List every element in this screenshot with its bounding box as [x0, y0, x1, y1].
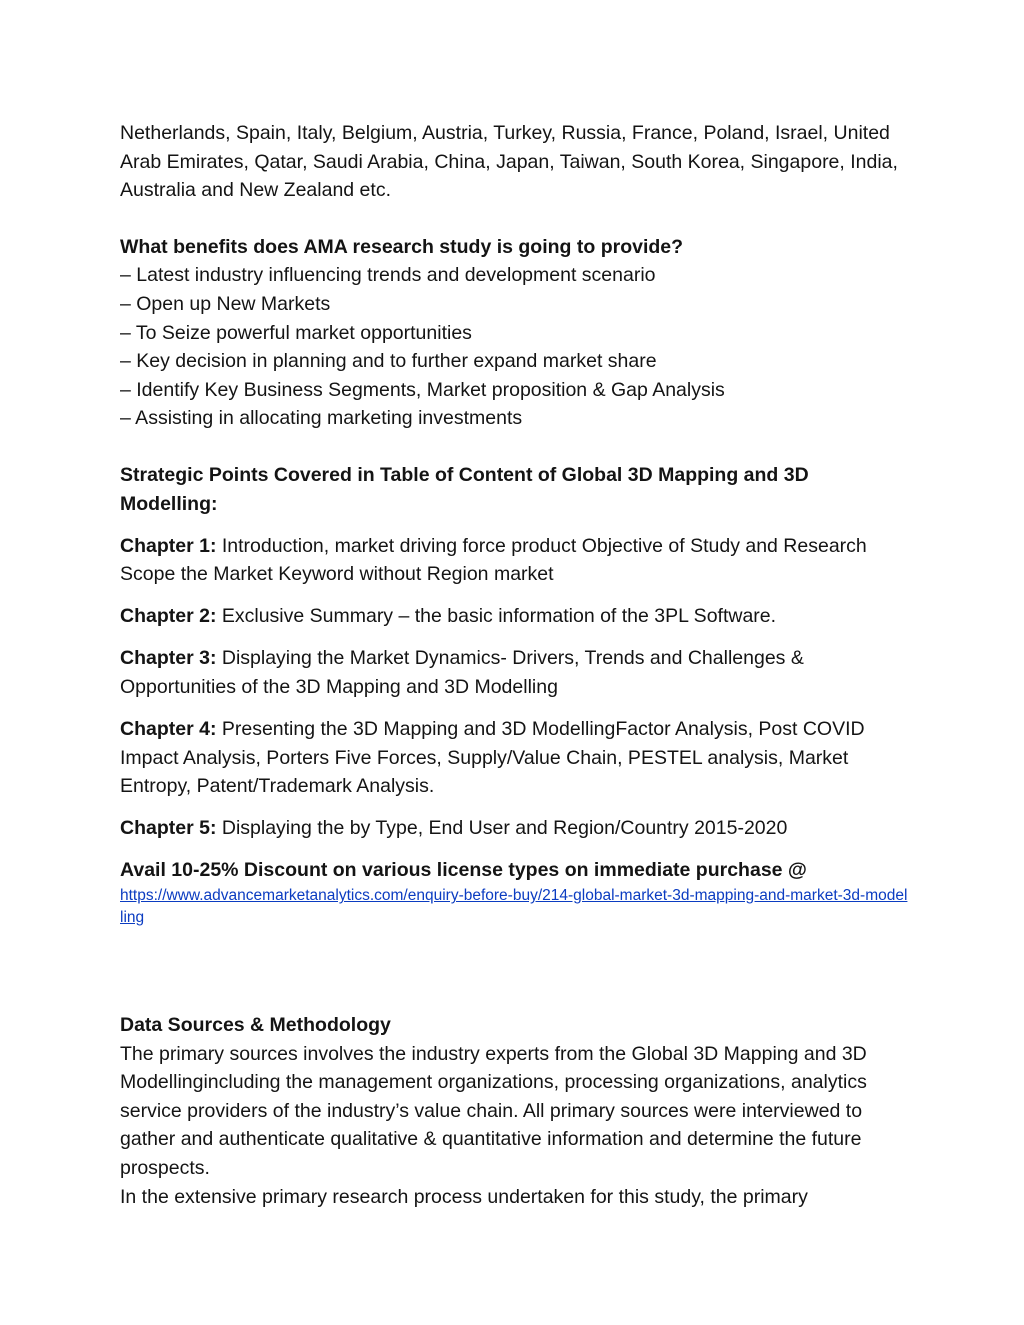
benefits-heading: What benefits does AMA research study is going to provide?	[120, 235, 684, 258]
chapter-label: Chapter 3:	[120, 647, 217, 670]
chapter-label: Chapter 1:	[120, 534, 217, 557]
methodology-paragraph-1: The primary sources involves the industry experts from the Global 3D Mapping and 3D Modellingincluding the management organizations, processing organizations, analytics service providers of the industry’s value chain. All primary sources were interviewed to gather and authenticate qualitative & quantitative information and determine the future prospects.	[120, 1042, 867, 1180]
chapter-2	[120, 602, 910, 631]
chapter-1	[120, 532, 910, 589]
chapter-text: Exclusive Summary – the basic information of the 3PL Software.	[216, 605, 777, 628]
intro-paragraph: Netherlands, Spain, Italy, Belgium, Austria, Turkey, Russia, France, Poland, Israel, United Arab Emirates, Qatar, Saudi Arabia, China, Japan, Taiwan, South Korea, Singapore, India, Australia and New Zealand etc.	[120, 122, 898, 202]
list-item: – To Seize powerful market opportunities	[120, 321, 472, 344]
chapter-label: Chapter 2:	[120, 605, 217, 628]
chapter-text: Introduction, market driving force product Objective of Study and Research Scope the Market Keyword without Region market	[120, 534, 867, 586]
spacer	[120, 433, 910, 461]
chapter-text: Presenting the 3D Mapping and 3D ModellingFactor Analysis, Post COVID Impact Analysis, Porters Five Forces, Supply/Value Chain, PESTEL analysis, Market Entropy, Patent/Trademark Analysis.	[120, 718, 865, 798]
spacer	[120, 929, 910, 1011]
spacer	[120, 205, 910, 233]
benefits-list	[120, 261, 910, 433]
list-item: – Assisting in allocating marketing investments	[120, 407, 523, 430]
list-item: – Key decision in planning and to further expand market share	[120, 350, 657, 373]
chapter-label: Chapter 4:	[120, 718, 217, 741]
toc-heading: Strategic Points Covered in Table of Content of Global 3D Mapping and 3D Modelling:	[120, 463, 809, 515]
chapter-3	[120, 644, 910, 701]
chapter-text: Displaying the by Type, End User and Region/Country 2015-2020	[216, 817, 788, 840]
document-page	[120, 119, 910, 1211]
enquiry-link[interactable]: https://www.advancemarketanalytics.com/enquiry-before-buy/214-global-market-3d-mapping-and-market-3d-modelling	[120, 887, 908, 927]
discount-text: Avail 10-25% Discount on various license types on immediate purchase @	[120, 859, 807, 882]
list-item: – Latest industry influencing trends and development scenario	[120, 264, 656, 287]
list-item: – Identify Key Business Segments, Market proposition & Gap Analysis	[120, 378, 725, 401]
methodology-paragraph-2: In the extensive primary research process undertaken for this study, the primary	[120, 1185, 808, 1208]
list-item: – Open up New Markets	[120, 292, 331, 315]
chapter-4	[120, 715, 910, 801]
chapter-text: Displaying the Market Dynamics- Drivers, Trends and Challenges & Opportunities of the 3D Mapping and 3D Modelling	[120, 647, 804, 698]
chapter-label: Chapter 5:	[120, 817, 217, 840]
methodology-heading: Data Sources & Methodology	[120, 1014, 391, 1037]
chapter-5	[120, 814, 910, 843]
